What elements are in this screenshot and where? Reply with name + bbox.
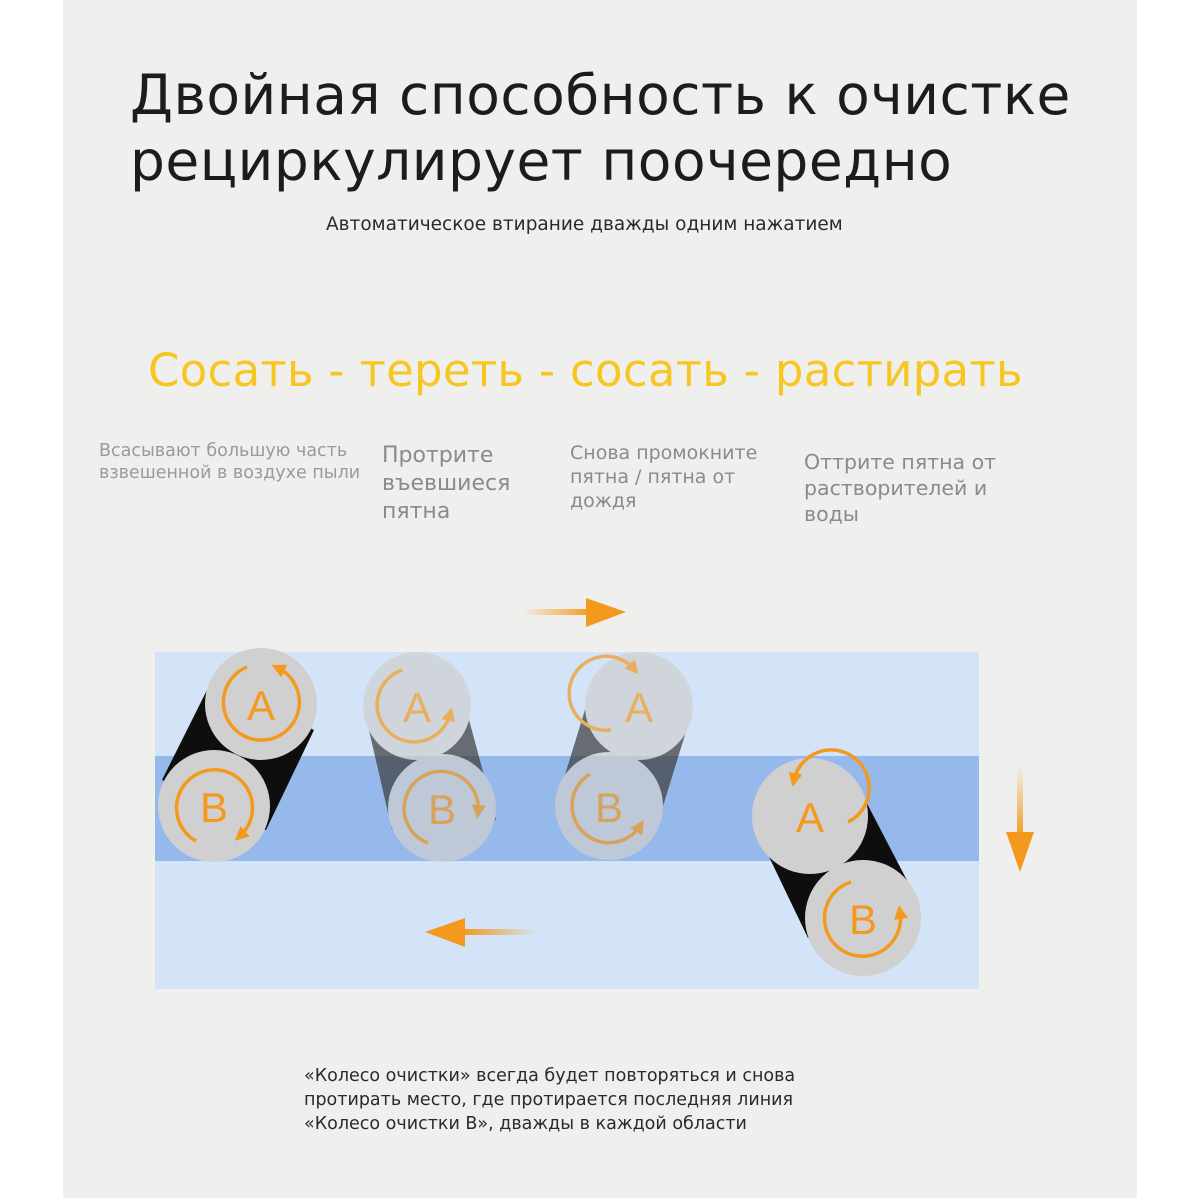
step-2-description: Протрите въевшиеся пятна xyxy=(382,443,511,524)
footnote-line-1: «Колесо очистки» всегда будет повторяться и снова xyxy=(304,1066,796,1086)
wheel-b xyxy=(388,754,496,862)
step-1-description: Всасывают большую часть взвешенной в воздухе пыли xyxy=(99,441,361,483)
wheel-a-label: A xyxy=(246,682,276,729)
title-line-2: рециркулирует поочередно xyxy=(130,129,953,193)
step-4-description: Оттрите пятна от растворителей и воды xyxy=(804,450,997,526)
wheel-a-label: A xyxy=(402,684,432,731)
arrow-down-icon xyxy=(1006,766,1034,872)
arrow-right-icon xyxy=(522,598,626,627)
cleaning-wheels-diagram xyxy=(0,580,1200,1010)
wheel-b-label: B xyxy=(199,784,229,831)
wheel-a-label: A xyxy=(624,684,654,731)
footnote xyxy=(304,1064,924,1136)
wheel-b xyxy=(555,752,663,860)
footnote-line-3: «Колесо очистки В», дважды в каждой области xyxy=(304,1114,747,1134)
page-title xyxy=(130,62,1090,194)
footnote-line-2: протирать место, где протирается последняя линия xyxy=(304,1090,794,1110)
cleaning-sequence-heading: Сосать - тереть - сосать - растирать xyxy=(148,344,1023,397)
wheel-b-label: B xyxy=(848,896,878,943)
title-line-1: Двойная способность к очистке xyxy=(130,63,1071,127)
step-3-description: Снова промокните пятна / пятна от дождя xyxy=(570,442,758,512)
wheel-b-label: B xyxy=(427,786,457,833)
wheel-a xyxy=(363,652,471,760)
wheel-a-label: A xyxy=(795,794,825,841)
wheel-b xyxy=(158,750,270,862)
subtitle: Автоматическое втирание дважды одним нажатием xyxy=(326,214,843,235)
wheel-a xyxy=(205,648,317,760)
wheel-b xyxy=(805,860,921,976)
wheel-b-label: B xyxy=(594,784,624,831)
